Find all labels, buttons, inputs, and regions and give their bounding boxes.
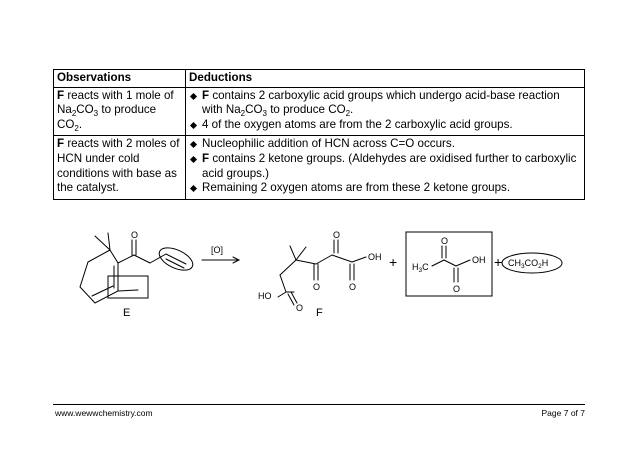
list-item: Remaining 2 oxygen atoms are from these 2 ketone groups. [189, 181, 581, 196]
table-row [54, 136, 585, 199]
table-row [54, 87, 585, 136]
list-item: 4 of the oxygen atoms are from the 2 carboxylic acid groups. [189, 118, 581, 133]
reaction-scheme [0, 222, 638, 332]
diamond-bullet-icon [190, 156, 197, 163]
chain-double-bond [166, 254, 186, 264]
chain-bond [118, 255, 134, 263]
plus-sign: + [389, 254, 398, 270]
chain-double-bond [166, 259, 184, 268]
list-item: F contains 2 carboxylic acid groups which undergo acid-base reaction with $Na_2CO_3$ to produce $CO_2$. [189, 89, 581, 118]
atom-label: OH [368, 252, 382, 262]
footer-divider [53, 404, 585, 405]
atom-label: O [441, 236, 449, 246]
compound-e-label: E [123, 307, 131, 319]
footer-website[interactable]: www.wewwchemistry.com [55, 408, 153, 418]
atom-label: O [333, 230, 341, 240]
header-deductions: Deductions [186, 70, 585, 88]
atom-label: O [453, 284, 461, 294]
header-observations: Observations [54, 70, 186, 88]
atom-label: HO [258, 291, 272, 301]
table-header-row [54, 70, 585, 88]
atom-label: O [349, 282, 357, 292]
observation-cell: F reacts with 2 moles of HCN under cold conditions with base as the catalyst. [54, 136, 186, 199]
observations-table [53, 69, 585, 200]
reagent-label: [O] [211, 245, 224, 255]
chain-bond [134, 255, 150, 263]
compound-f-label: F [316, 307, 323, 319]
deductions-cell [186, 136, 585, 199]
diamond-bullet-icon [190, 122, 197, 129]
footer-page-number: Page 7 of 7 [541, 408, 585, 418]
diamond-bullet-icon [190, 141, 197, 148]
methyl-bond [108, 233, 110, 250]
list-item: F contains 2 ketone groups. (Aldehydes are oxidised further to carboxylic acid groups.) [189, 152, 581, 181]
atom-label: O [313, 282, 321, 292]
methyl-bond [118, 290, 138, 291]
deductions-cell [186, 87, 585, 136]
atom-label: O [131, 230, 139, 240]
atom-label: OH [472, 255, 486, 265]
methyl-bond [95, 236, 110, 250]
diamond-bullet-icon [190, 185, 197, 192]
diamond-bullet-icon [190, 93, 197, 100]
atom-label: O [296, 303, 304, 313]
plus-sign: + [494, 254, 503, 270]
atom-label: $H_3C$ [412, 262, 429, 274]
list-item: Nucleophilic addition of HCN across C=O occurs. [189, 137, 581, 152]
observation-cell: F reacts with 1 mole of $Na_2CO_3$ to produce $CO_2$. [54, 87, 186, 136]
acetic-acid-label: $CH_3CO_2H$ [508, 258, 549, 270]
compound-e-double-bond [92, 286, 113, 296]
